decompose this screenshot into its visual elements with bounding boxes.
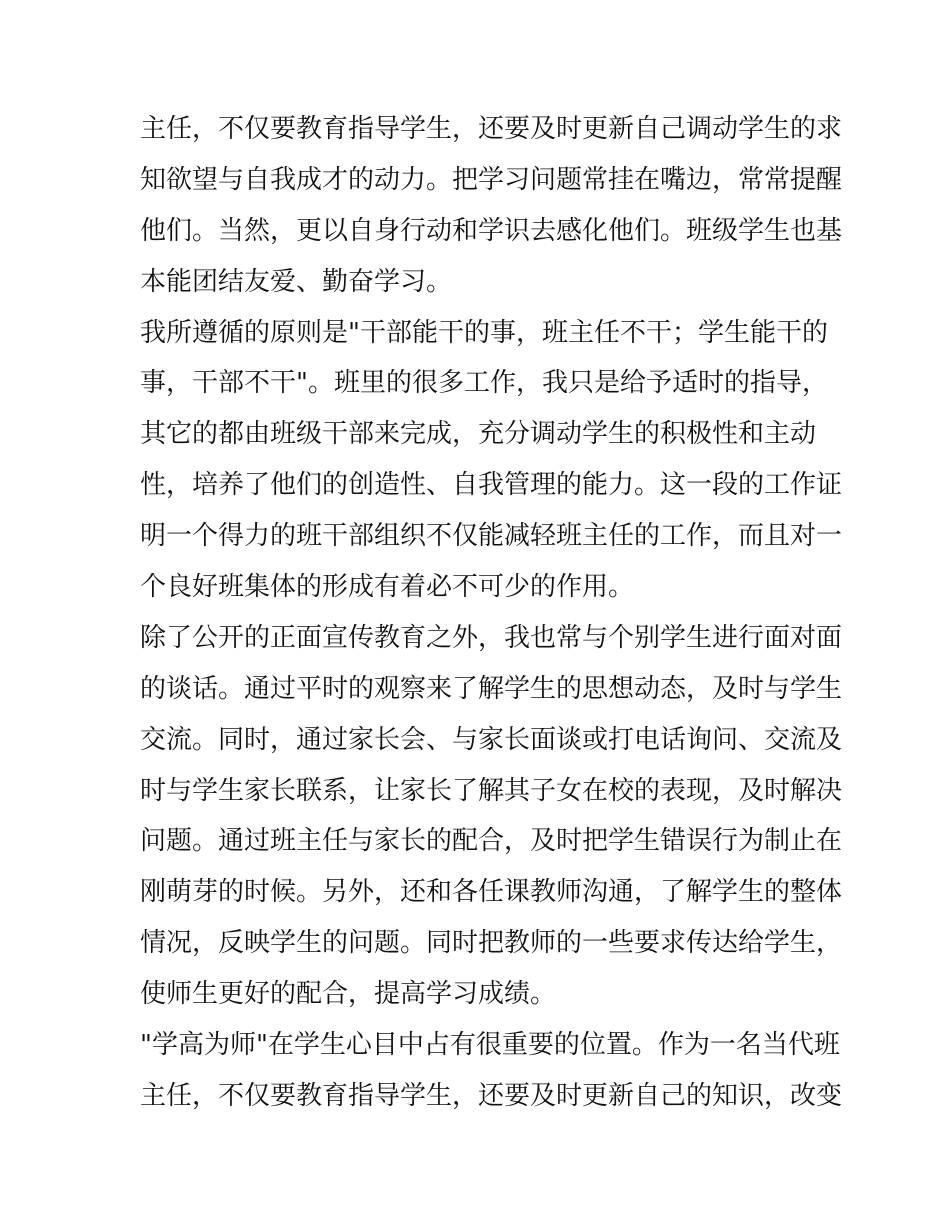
text-line: 性，培养了他们的创造性、自我管理的能力。这一段的工作证 xyxy=(140,470,843,501)
text-line: 他们。当然，更以自身行动和学识去感化他们。班级学生也基 xyxy=(140,215,843,246)
text-line: "学高为师"在学生心目中占有很重要的位置。作为一名当代班 xyxy=(140,1030,840,1061)
text-line: 时与学生家长联系，让家长了解其子女在校的表现，及时解决 xyxy=(140,775,843,806)
text-line: 本能团结友爱、勤奋学习。 xyxy=(140,266,453,297)
text-line: 使师生更好的配合，提高学习成绩。 xyxy=(140,979,557,1010)
body-text xyxy=(140,104,843,1122)
text-line: 除了公开的正面宣传教育之外，我也常与个别学生进行面对面 xyxy=(140,622,843,653)
text-line: 其它的都由班级干部来完成，充分调动学生的积极性和主动 xyxy=(140,419,817,450)
text-line: 情况，反映学生的问题。同时把教师的一些要求传达给学生， xyxy=(140,928,843,959)
text-line: 主任，不仅要教育指导学生，还要及时更新自己调动学生的求 xyxy=(140,114,843,144)
text-line: 的谈话。通过平时的观察来了解学生的思想动态，及时与学生 xyxy=(140,673,843,704)
text-line: 主任，不仅要教育指导学生，还要及时更新自己的知识，改变 xyxy=(140,1080,843,1111)
text-line: 刚萌芽的时候。另外，还和各任课教师沟通，了解学生的整体 xyxy=(140,877,843,908)
text-line: 个良好班集体的形成有着必不可少的作用。 xyxy=(140,572,635,603)
text-line: 问题。通过班主任与家长的配合，及时把学生错误行为制止在 xyxy=(140,826,843,857)
text-line: 交流。同时，通过家长会、与家长面谈或打电话询问、交流及 xyxy=(140,724,843,755)
text-line: 我所遵循的原则是"干部能干的事，班主任不干；学生能干的 xyxy=(140,317,828,348)
text-line: 事，干部不干"。班里的很多工作，我只是给予适时的指导， xyxy=(140,368,828,399)
text-line: 知欲望与自我成才的动力。把学习问题常挂在嘴边，常常提醒 xyxy=(140,164,843,195)
text-line: 明一个得力的班干部组织不仅能减轻班主任的工作，而且对一 xyxy=(140,521,843,552)
